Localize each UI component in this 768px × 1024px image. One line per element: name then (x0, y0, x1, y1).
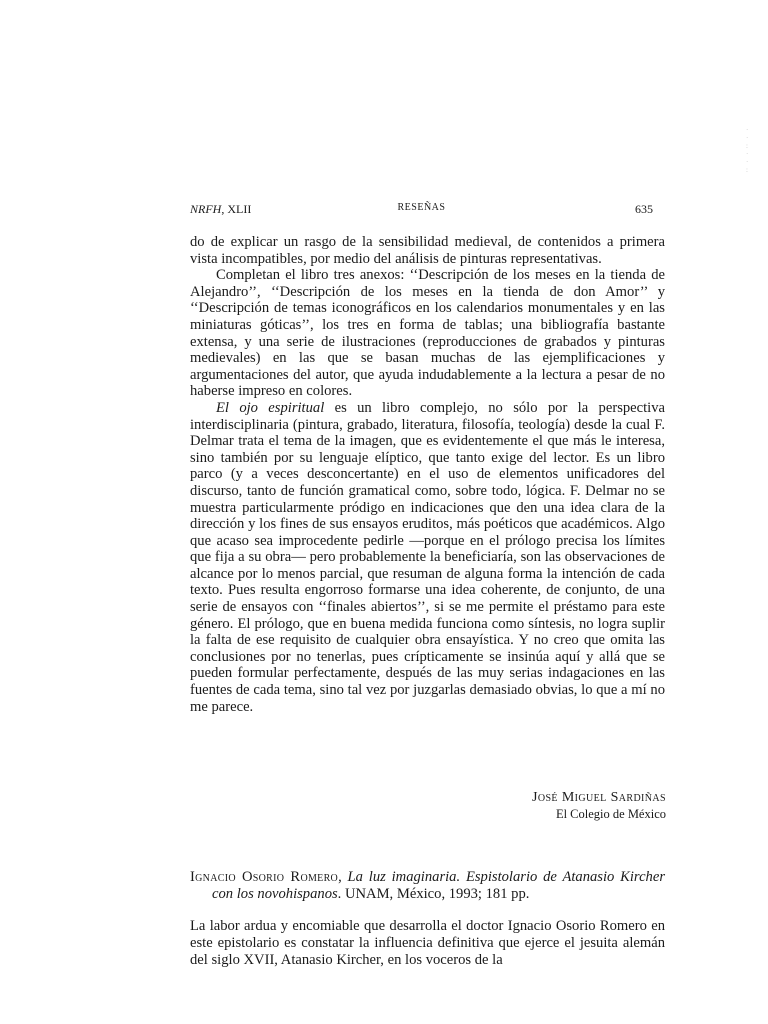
review-body (190, 918, 665, 969)
critique-text: es un libro complejo, no sólo por la perspectiva interdisciplinaria (pintura, grabado, literatura, filosofía, teología) desde la cual F. Delmar trata el tema de la imagen, que es evidentemente el que más le interesa, sino también por su lenguaje elíptico, que tanto exige del lector. Es un libro parco (y a veces desconcertante) en el uso de elementos unificadores del discurso, tanto de función gramatical como, sobre todo, lógica. F. Delmar no se muestra particularmente pródigo en indicaciones que den una idea clara de la dirección y los fines de sus ensayos eruditos, más poéticos que académicos. Algo que acaso sea improcedente pedirle —porque en el prólogo precisa los límites que fija a su obra— pero probablemente la beneficiaría, son las observaciones de alcance por lo menos parcial, que resuman de alguna forma la intención de cada texto. Pues resulta engorroso formarse una idea coherente, de conjunto, de una serie de ensayos con ‘‘finales abiertos’’, si se me permite el préstamo para este género. El prólogo, que en buena medida funciona como síntesis, no logra suplir la falta de ese requisito de cualquier obra ensayística. Y no creo que omita las conclusiones por no tenerlas, pues crípticamente se insinúa aquí y allá que se pueden formular perfectamente, después de las muy serias indagaciones en las fuentes de cada tema, sino tal vez por juzgarlas demasiado obvias, lo que a mí no me parece. (190, 399, 666, 715)
running-head (190, 202, 653, 218)
citation-separator: , (338, 869, 348, 885)
review-opening-paragraph: La labor ardua y encomiable que desarrolla el doctor Ignacio Osorio Romero en este epistolario es constatar la influencia definitiva que ejerce el jesuita alemán del siglo XVII, Atanasio Kircher, en los voceros de la (190, 918, 665, 968)
review-heading (190, 869, 665, 903)
running-head-section: RESEÑAS (397, 202, 446, 213)
continuation-paragraph: do de explicar un rasgo de la sensibilidad medieval, de contenidos a primera vista incompatibles, por medio del análisis de pinturas representativas. (190, 234, 665, 267)
reviewer-signature (532, 789, 666, 823)
reviewer-name: José Miguel Sardiñas (531, 790, 666, 805)
book-title: El ojo espiritual (216, 399, 325, 416)
margin-scan-artifact: · · : · · : (746, 126, 749, 174)
publication-info: . UNAM, México, 1993; 181 pp. (337, 886, 530, 902)
journal-volume: , XLII (221, 202, 252, 216)
review-citation (190, 869, 665, 903)
reviewer-institution: El Colegio de México (555, 807, 666, 821)
critique-paragraph (190, 400, 665, 715)
journal-abbrev: NRFH (190, 202, 222, 216)
page-number: 635 (635, 202, 653, 216)
annexes-paragraph: Completan el libro tres anexos: ‘‘Descripción de los meses en la tienda de Alejandro’’, ‘‘Descripción de los meses en la tienda de don Amor’’ y ‘‘Descripción de temas iconográficos en los calendarios monumentales y en las miniaturas góticas’’, los tres en forma de tablas; una bibliografía bastante extensa, y una serie de ilustraciones (reproducciones de grabados y pinturas medievales) en las que se basan muchas de las ejemplificaciones y argumentaciones del autor, que ayuda indudablemente a la lectura a pesar de no haberse impreso en colores. (190, 267, 665, 400)
body-text (190, 234, 665, 715)
reviewed-title: La luz imaginaria. Espistolario de Atanasio Kircher con los novohispanos (212, 869, 666, 902)
reviewed-author: Ignacio Osorio Romero (190, 869, 339, 885)
